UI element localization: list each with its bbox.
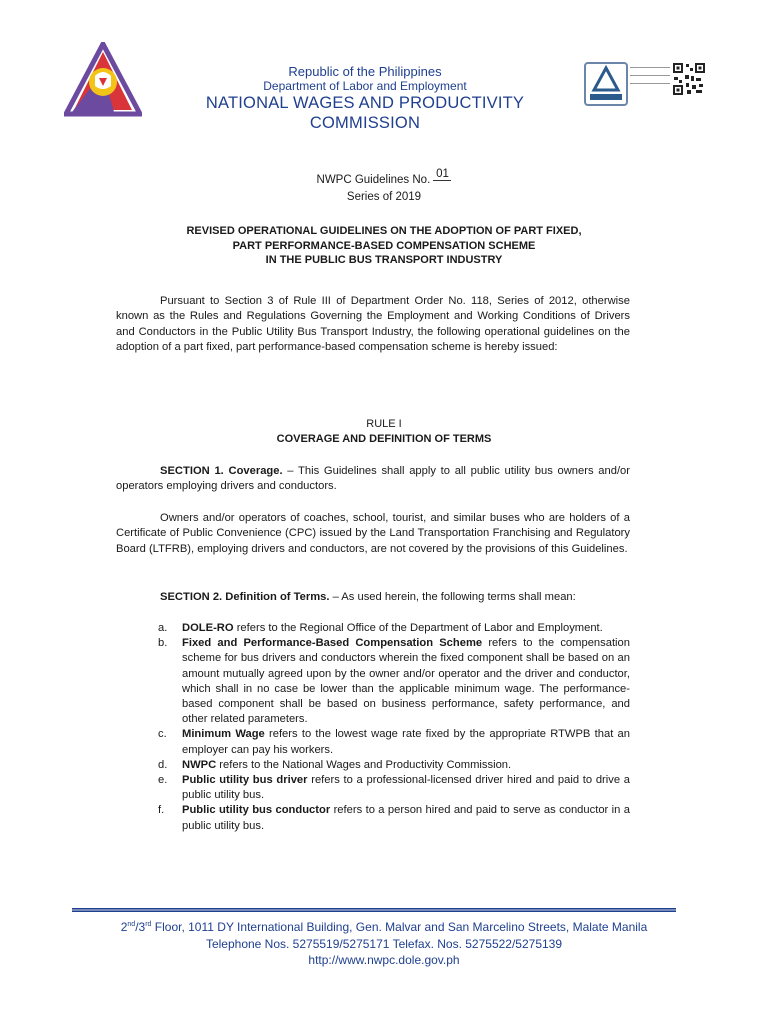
definition-term: Fixed and Performance-Based Compensation Scheme [182, 637, 483, 650]
title-line: PART PERFORMANCE-BASED COMPENSATION SCHEME [232, 239, 536, 252]
preamble-paragraph: Pursuant to Section 3 of Rule III of Department Order No. 118, Series of 2012, otherwise known as the Rules and Regulations Governing the Employment and Working Conditions of Drivers and Conductors in the Public Utility Bus Transport Industry, the following operational guidelines on the adoption of a part fixed, part performance-based compensation scheme is hereby issued: [116, 295, 630, 353]
section-1-label: SECTION 1. Coverage. [160, 465, 283, 477]
floor-suffix: rd [145, 921, 152, 928]
definition-item [158, 727, 630, 757]
certification-text [630, 62, 670, 86]
rule-number: RULE I [366, 418, 402, 430]
footer-website-link[interactable]: http://www.nwpc.dole.gov.ph [308, 953, 460, 967]
section-1-paragraph [116, 464, 630, 495]
guidelines-number: 01 [433, 168, 451, 181]
footer-divider [72, 908, 676, 912]
title-line: IN THE PUBLIC BUS TRANSPORT INDUSTRY [265, 254, 503, 266]
title-line: REVISED OPERATIONAL GUIDELINES ON THE ADOPTION OF PART FIXED, [186, 225, 582, 237]
definition-marker: e. [158, 774, 168, 787]
definition-term: Public utility bus driver [182, 774, 308, 787]
qr-code-icon [672, 62, 706, 96]
nwpc-logo-icon [64, 42, 142, 118]
definition-marker: d. [158, 758, 168, 771]
section-2-paragraph [116, 590, 630, 605]
definition-term: DOLE-RO [182, 622, 234, 634]
definition-text: refers to a person hired and paid to serve as conductor in a public utility bus. [182, 804, 630, 832]
definition-text: refers to the National Wages and Productivity Commission. [216, 758, 512, 771]
section-2-text: – As used herein, the following terms shall mean: [329, 591, 576, 603]
section-1-exclusion-paragraph: Owners and/or operators of coaches, school, tourist, and similar buses who are holders of a Certificate of Public Convenience (CPC) issued by the Land Transportation Franchising and Regulatory Board (LTFRB), employing drivers and conductors, are not covered by the provisions of this Guidelines. [116, 512, 630, 555]
definition-term: Minimum Wage [182, 728, 265, 741]
definition-item [158, 621, 630, 636]
guidelines-label: NWPC Guidelines No. [316, 174, 431, 186]
section-2-label: SECTION 2. Definition of Terms. [160, 591, 330, 603]
floor-suffix: nd [127, 921, 136, 928]
definition-text: refers to the compensation scheme for bus drivers and conductors wherein the fixed component shall be based on an amount mutually agreed upon by the owner and/or operator and the driver and conductor, which shall in no case be lower than the applicable minimum wage. The performance-based component shall be based on business performance, safety performance, and other related parameters. [182, 637, 630, 726]
definitions-list [158, 621, 630, 834]
footer-address [0, 917, 768, 936]
definition-marker: a. [158, 622, 168, 634]
section-1-text: – This Guidelines shall apply to all public utility bus owners and/or operators employing drivers and conductors. [116, 465, 631, 493]
definition-item [158, 758, 630, 773]
letterhead-org [150, 64, 580, 133]
definition-term: NWPC [182, 758, 217, 771]
rule-heading: COVERAGE AND DEFINITION OF TERMS [276, 433, 492, 445]
org-republic: Republic of the Philippines [288, 64, 442, 79]
definition-text: refers to the lowest wage rate fixed by the appropriate RTWPB that an employer can pay his workers. [182, 728, 630, 756]
definition-term: Public utility bus conductor [182, 804, 331, 817]
org-department: Department of Labor and Employment [263, 79, 467, 93]
address-text: Floor, 1011 DY International Building, Gen. Malvar and San Marcelino Streets, Malate Manila [151, 920, 648, 934]
definition-text: refers to a professional-licensed driver hired and paid to drive a public utility bus. [182, 774, 631, 802]
floor-number: /3 [135, 920, 146, 934]
footer-contact [0, 917, 768, 969]
tuv-certification-icon [584, 62, 628, 106]
definition-marker: c. [158, 728, 167, 741]
floor-number: 2 [120, 920, 128, 934]
footer-phones: Telephone Nos. 5275519/5275171 Telefax. Nos. 5275522/5275139 [205, 936, 563, 951]
series-line: Series of 2019 [346, 191, 422, 203]
guidelines-number-line [0, 168, 768, 187]
definition-text: refers to the Regional Office of the Department of Labor and Employment. [233, 622, 603, 634]
definition-marker: f. [158, 804, 165, 817]
document-title [0, 224, 768, 268]
definition-item [158, 773, 630, 803]
org-commission: NATIONAL WAGES AND PRODUCTIVITY COMMISSION [205, 94, 525, 132]
definition-item [158, 636, 630, 727]
definition-item [158, 803, 630, 833]
definition-marker: b. [158, 637, 168, 650]
